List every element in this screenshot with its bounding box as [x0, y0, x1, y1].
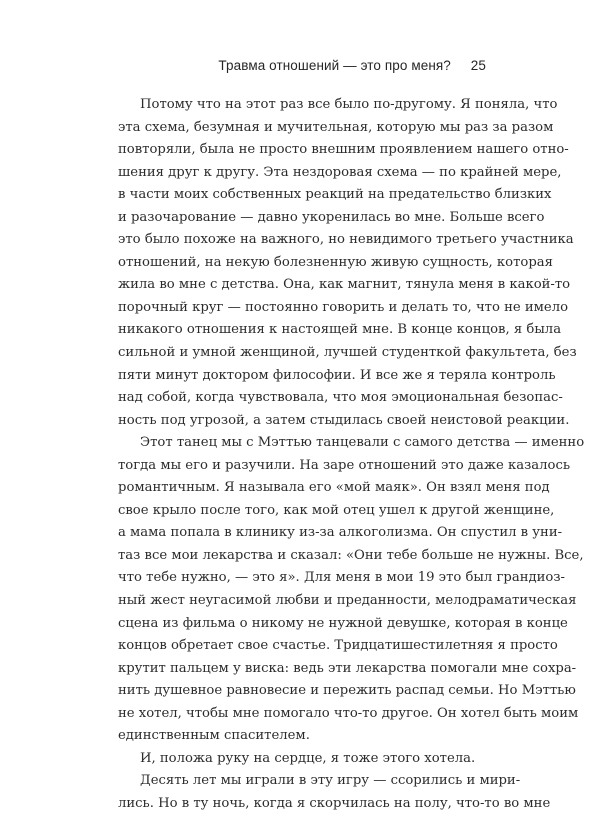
paragraph-first-line: Десять лет мы играли в эту игру — ссорились и мири- — [140, 773, 521, 789]
text-line: никакого отношения к настоящей мне. В конце концов, я была — [118, 322, 562, 338]
text-line: что тебе нужно, — это я». Для меня в мои 19 это был грандиоз- — [118, 570, 565, 586]
text-line: романтичным. Я называла его «мой маяк». Он взял меня под — [118, 480, 550, 496]
text-line: концов обретает свое счастье. Тридцатишестилетняя я просто — [118, 638, 558, 654]
text-line: тогда мы его и разучили. На заре отношений это даже казалось — [118, 457, 571, 473]
text-line: таз все мои лекарства и сказал: «Они тебе больше не нужны. Все, — [118, 547, 584, 563]
page-number: 25 — [470, 58, 486, 73]
text-line: сильной и умной женщиной, лучшей студенткой факультета, без — [118, 345, 577, 361]
text-line: лись. Но в ту ночь, когда я скорчилась на полу, что-то во мне — [118, 795, 551, 811]
text-line: ность под угрозой, а затем стыдилась своей неистовой реакции. — [118, 412, 570, 428]
text-line: крутит пальцем у виска: ведь эти лекарства помогали мне сохра- — [118, 660, 577, 676]
text-line: а мама попала в клинику из-за алкоголизма. Он спустил в уни- — [118, 525, 563, 541]
text-line: жила во мне с детства. Она, как магнит, тянула меня в какой-то — [118, 277, 571, 293]
running-head — [218, 58, 486, 73]
text-line: порочный круг — постоянно говорить и делать то, что не имело — [118, 299, 569, 315]
text-line: и разочарование — давно укоренилась во мне. Больше всего — [118, 209, 545, 225]
text-line: повторяли, была не просто внешним проявлением нашего отно- — [118, 142, 569, 158]
text-line: это было похоже на важного, но невидимого третьего участника — [118, 232, 574, 248]
text-line: эта схема, безумная и мучительная, которую мы раз за разом — [118, 119, 554, 135]
text-line: над собой, когда чувствовала, что моя эмоциональная безопас- — [118, 390, 563, 406]
text-line: не хотел, чтобы мне помогало что-то другое. Он хотел быть моим — [118, 705, 579, 721]
paragraph-first-line: Потому что на этот раз все было по-другому. Я поняла, что — [140, 97, 558, 112]
text-line: единственным спасителем. — [118, 728, 310, 744]
text-line: пяти минут доктором философии. И все же я теряла контроль — [118, 367, 556, 383]
text-line: шения друг к другу. Эта нездоровая схема — по крайней мере, — [118, 164, 562, 180]
text-line: свое крыло после того, как мой отец ушел к другой женщине, — [118, 502, 555, 518]
paragraph-first-line: И, положа руку на сердце, я тоже этого хотела. — [140, 750, 476, 766]
paragraph-first-line: Этот танец мы с Мэттью танцевали с самого детства — именно — [140, 435, 585, 451]
text-line: сцена из фильма о никому не нужной девушке, которая в конце — [118, 615, 568, 631]
body-text — [118, 94, 585, 816]
chapter-title: Травма отношений — это про меня? — [218, 58, 451, 73]
text-line: в части моих собственных реакций на предательство близких — [118, 187, 552, 203]
text-line: ный жест неугасимой любви и преданности, мелодраматическая — [118, 593, 577, 609]
text-line: нить душевное равновесие и пережить распад семьи. Но Мэттью — [118, 683, 576, 699]
text-line: отношений, на некую болезненную живую сущность, которая — [118, 254, 553, 270]
